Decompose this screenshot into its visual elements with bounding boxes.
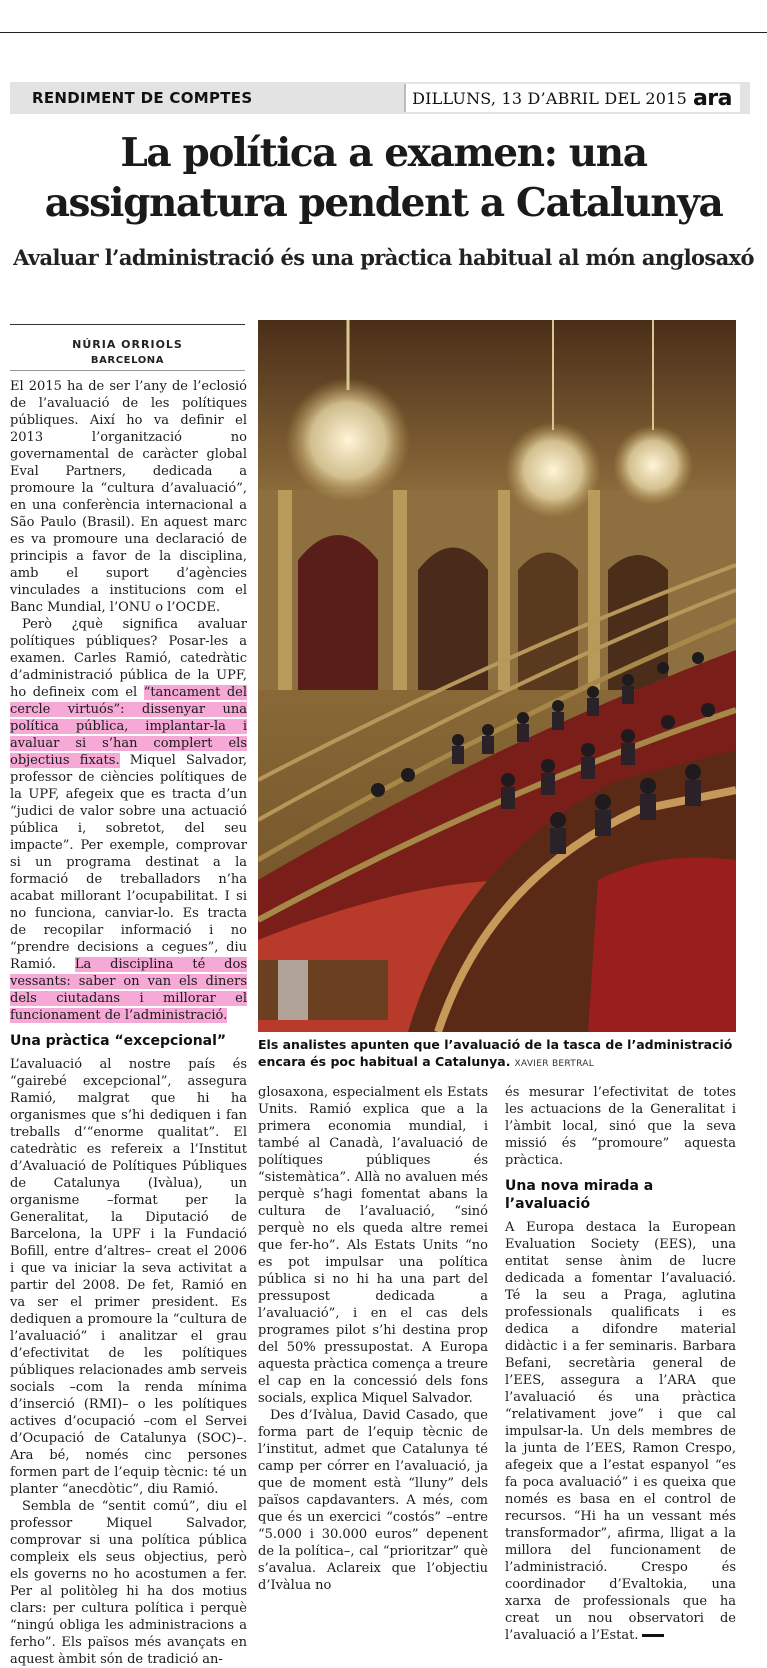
section-header-bar	[10, 82, 750, 114]
photo-caption	[258, 1036, 736, 1073]
paragraph-1: El 2015 ha de ser l’any de l’eclosió de l’avaluació de les polítiques públiques. Així ho va definir el 2013 l’organització no governamental de caràcter global Eval Partners, dedicada a promoure la “cultura d’avaluació”, en una conferència internacional a São Paulo (Brasil). En aquest marc es va promoure una declaració de principis a favor de la disciplina, amb el suport d’agències vinculades a institucions com el Banc Mundial, l’ONU o l’OCDE.	[10, 379, 247, 615]
highlighted-text-1: “tancament del cercle virtuós”: dissenyar una política pública, implantar-la i avaluar si s’han complert els objectius fixats.	[10, 685, 247, 768]
column-2	[258, 1084, 488, 1594]
headline-line-2: assignatura pendent a Catalunya	[44, 180, 723, 226]
headline	[0, 128, 767, 228]
subheadline: Avaluar l’administració és una pràctica habitual al món anglosaxó	[13, 245, 754, 270]
column-1	[10, 378, 247, 1668]
paragraph-2: Però ¿què significa avaluar polítiques públiques? Posar-les a examen. Carles Ramió, catedràtic d’administració pública de la UPF, ho defineix com el “tancament del cercle virtuós”: dissenyar una política pública, implantar-la i avaluar si s’han complert els objectius fixats. Miquel Salvador, professor de ciències polítiques de la UPF, afegeix que es tracta d’un “judici de valor sobre una actuació pública i, sobretot, del seu impacte”. Per exemple, comprovar si un programa destinat a la formació de treballadors n’ha acabat millorant l’ocupabilitat. I si no funciona, canviar-lo. Es tracta de recopilar informació i no “prendre decisions a cegues”, diu Ramió. La disciplina té dos vessants: saber on van els diners dels ciutadans i millorar el funcionament de l’administració.	[10, 617, 247, 1023]
dateline	[404, 84, 740, 112]
author-name: NÚRIA ORRIOLS	[72, 338, 183, 351]
end-mark	[642, 1634, 664, 1637]
parliament-chamber-image	[258, 320, 736, 1032]
caption-text: Els analistes apunten que l’avaluació de la tasca de l’administració encara és poc habitual a Catalunya.	[258, 1037, 733, 1069]
photo-credit: XAVIER BERTRAL	[514, 1059, 595, 1069]
highlighted-text-2: La disciplina té dos vessants: saber on van els diners dels ciutadans i millorar el funcionament de l’administració.	[10, 957, 247, 1023]
byline	[10, 338, 245, 366]
column-3	[505, 1084, 736, 1644]
top-rule	[0, 32, 767, 33]
byline-top-rule	[10, 324, 245, 325]
newspaper-logo: ara	[692, 85, 732, 111]
byline-bottom-rule	[10, 370, 245, 371]
subheading-nova-mirada: Una nova mirada a l’avaluació	[505, 1178, 654, 1212]
paragraph-8: A Europa destaca la European Evaluation Society (EES), una entitat sense ànim de lucre dedicada a fomentar l’avaluació. Té la seu a Praga, aglutina professionals qualificats i es dedica a difondre material didàctic i a fer seminaris. Barbara Befani, secretària general de l’EES, assegura a l’ARA que l’avaluació és una pràctica “relativament jove” i que cal impulsar-la. Un dels membres de la junta de l’EES, Ramon Crespo, afegeix que a l’estat espanyol “es fa poca avaluació” i es queixa que només es basa en el control de recursos. “Hi ha un vessant més transformador”, afirma, lligat a la millora del funcionament de l’administració. Crespo és coordinador d’Evaltokia, una xarxa de professionals que ha creat un nou observatori de l’avaluació a l’Estat.	[505, 1220, 736, 1643]
paragraph-6: Des d’Ivàlua, David Casado, que forma part de l’equip tècnic de l’institut, admet que Catalunya té camp per córrer en l’avaluació, ja que de moment està “lluny” dels països capdavanters. A més, com que és un exercici “costós” –entre “5.000 i 30.000 euros” depenent de la política–, cal “prioritzar” què s’avalua. Aclareix que l’objectiu d’Ivàlua no	[258, 1408, 488, 1593]
paragraph-5: glosaxona, especialment els Estats Units. Ramió explica que a la primera economia mundial, i també al Canadà, l’avaluació de polítiques públiques és “sistemàtica”. Allà no avaluen més perquè s’hagi fomentat abans la cultura de l’avaluació, “sinó perquè no els queda altre remei que fer-ho”. Als Estats Units “no es pot impulsar una política pública si no hi ha una part del pressupost dedicada a l’avaluació”, i en el cas dels programes pilot s’hi destina prop del 50% pressupostat. A Europa aquesta pràctica comença a treure el cap en la concessió dels fons socials, explica Miquel Salvador.	[258, 1085, 488, 1406]
paragraph-7: és mesurar l’efectivitat de totes les actuacions de la Generalitat i l’àmbit local, sinó que la seva missió és “promoure” aquesta pràctica.	[505, 1085, 736, 1168]
section-name: RENDIMENT DE COMPTES	[32, 89, 253, 107]
subheading-excepcional: Una pràctica “excepcional”	[10, 1033, 227, 1049]
paragraph-4: Sembla de “sentit comú”, diu el professor Miquel Salvador, comprovar si una política pública compleix els seus objectius, però els governs no ho acostumen a fer. Per al politòleg hi ha dos motius clars: per cultura política i perquè “ningú obliga les administracions a ferho”. Els països més avançats en aquest àmbit són de tradició an-	[10, 1499, 247, 1667]
parliament-photo	[258, 320, 736, 1032]
author-location: BARCELONA	[90, 355, 165, 366]
headline-line-1: La política a examen: una	[120, 130, 647, 176]
paragraph-3: L’avaluació al nostre país és “gairebé excepcional”, assegura Ramió, malgrat que hi ha organismes que s’hi dediquen i fan treballs d’“enorme qualitat”. El catedràtic es refereix a l’Institut d’Avaluació de Polítiques Públiques de Catalunya (Ivàlua), un organisme –format per la Generalitat, la Diputació de Barcelona, la UPF i la Fundació Bofill, entre d’altres– creat el 2006 i que va iniciar la seva activitat a partir del 2008. De fet, Ramió en va ser el primer president. Es dediquen a promoure la “cultura de l’avaluació” i analitzar el grau d’efectivitat de les polítiques públiques relacionades amb serveis socials –com la renda mínima d’inserció (RMI)– o les polítiques actives d’ocupació –com el Servei d’Ocupació de Catalunya (SOC)–. Ara bé, només cinc persones formen part de l’equip tècnic: té un planter “anecdòtic”, diu Ramió.	[10, 1057, 247, 1497]
publication-date: DILLUNS, 13 D’ABRIL DEL 2015	[412, 88, 687, 108]
